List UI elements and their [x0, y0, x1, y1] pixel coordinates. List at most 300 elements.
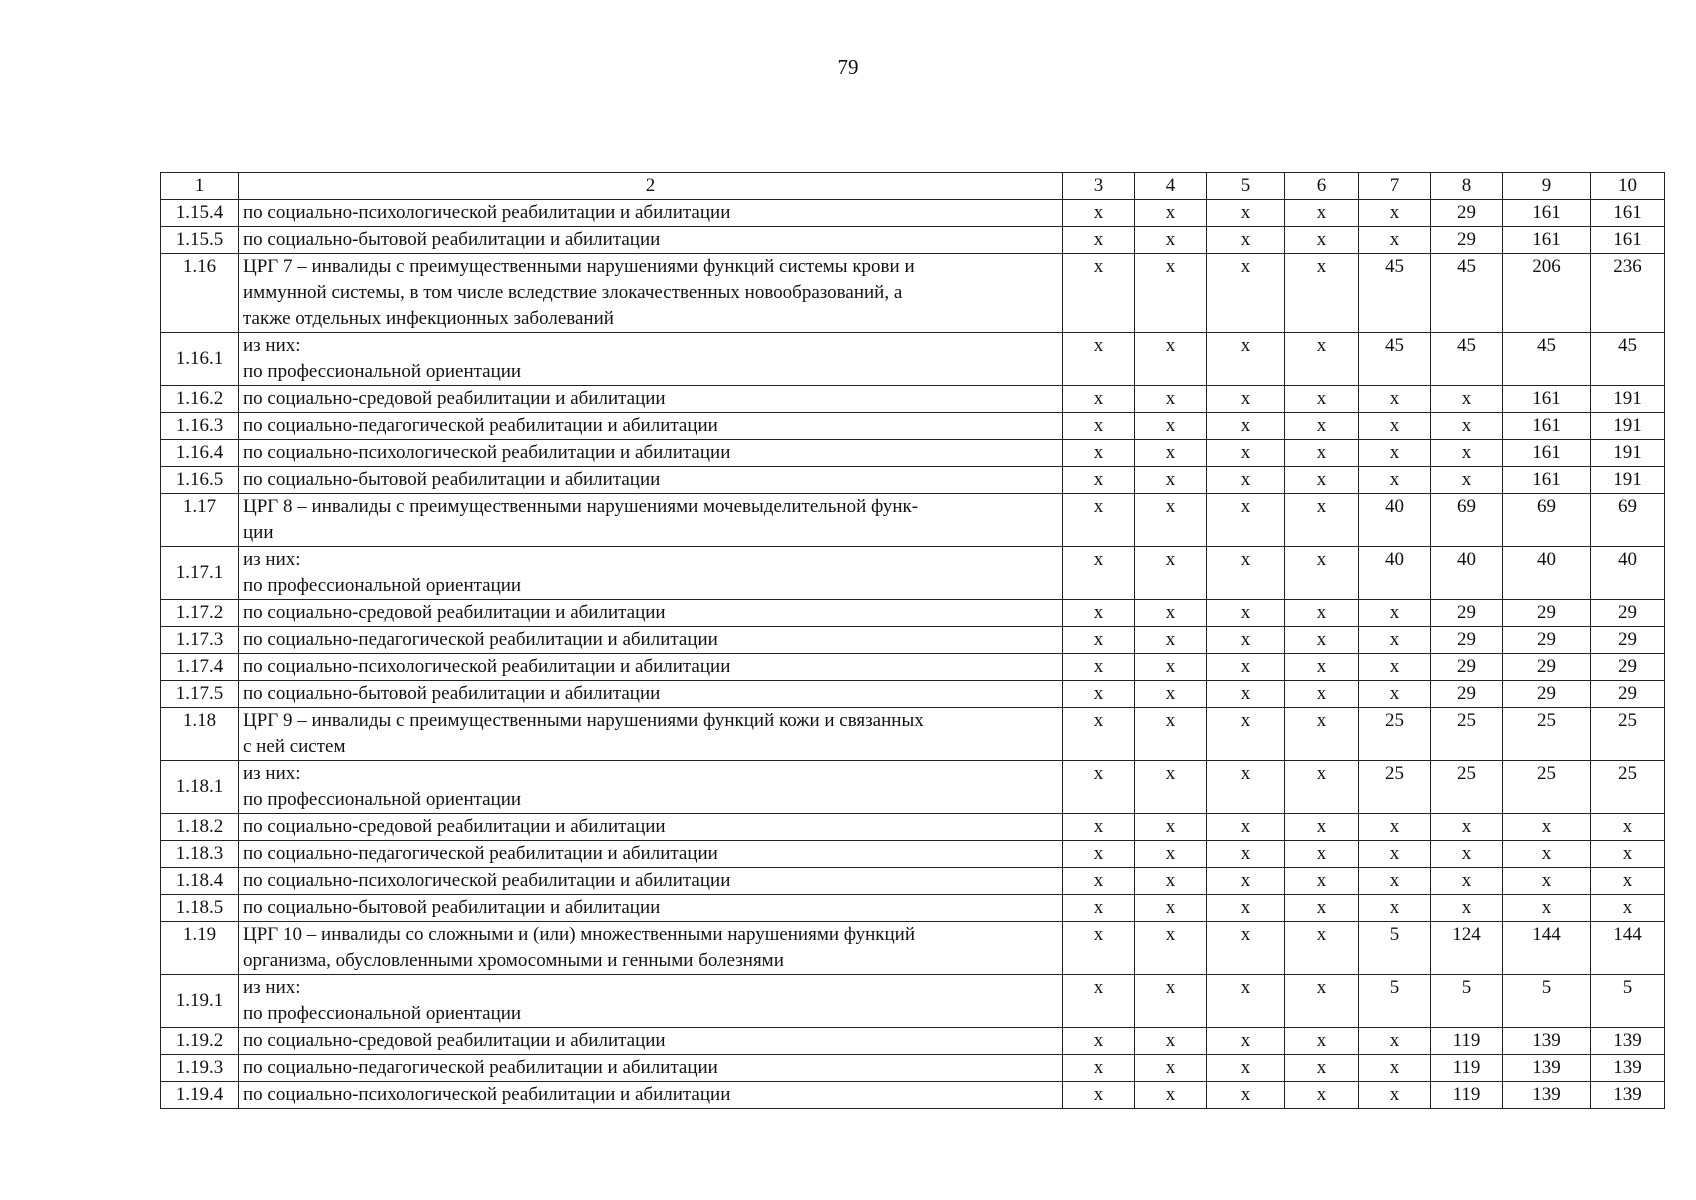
value-cell: х [1591, 841, 1665, 868]
header-cell: 4 [1135, 173, 1207, 200]
value-cell: 25 [1431, 761, 1503, 814]
value-cell: 124 [1431, 922, 1503, 975]
value-cell: х [1135, 654, 1207, 681]
value-cell: х [1359, 1082, 1431, 1109]
description-line: по социально-средовой реабилитации и абилитации [243, 388, 666, 409]
description-line: по социально-бытовой реабилитации и абилитации [243, 469, 661, 490]
value-cell: х [1503, 895, 1591, 922]
row-description-cell [239, 841, 1063, 868]
value-cell: 119 [1431, 1082, 1503, 1109]
value-cell: х [1359, 814, 1431, 841]
value-cell: х [1063, 895, 1135, 922]
description-line: по социально-психологической реабилитации и абилитации [243, 202, 731, 223]
value-cell: х [1207, 227, 1285, 254]
header-cell: 7 [1359, 173, 1431, 200]
description-line: ЦРГ 7 – инвалиды с преимущественными нарушениями функций системы крови и [243, 256, 915, 277]
value-cell: х [1503, 814, 1591, 841]
row-number-cell: 1.17 [161, 494, 239, 547]
value-cell: х [1359, 467, 1431, 494]
description-line: по социально-бытовой реабилитации и абилитации [243, 897, 661, 918]
value-cell: 25 [1591, 761, 1665, 814]
value-cell: х [1135, 895, 1207, 922]
row-number-cell: 1.19.4 [161, 1082, 239, 1109]
row-number-cell: 1.19.1 [161, 975, 239, 1028]
description-line: из них: [243, 335, 301, 356]
value-cell: х [1285, 333, 1359, 386]
value-cell: 29 [1431, 200, 1503, 227]
value-cell: х [1135, 200, 1207, 227]
value-cell: х [1207, 627, 1285, 654]
value-cell: х [1063, 600, 1135, 627]
value-cell: х [1063, 467, 1135, 494]
value-cell: х [1207, 200, 1285, 227]
value-cell: х [1135, 1055, 1207, 1082]
value-cell: х [1207, 1055, 1285, 1082]
value-cell: х [1207, 1082, 1285, 1109]
table-row [161, 547, 1665, 600]
value-cell: х [1135, 761, 1207, 814]
row-description-cell [239, 895, 1063, 922]
row-number-cell: 1.19 [161, 922, 239, 975]
value-cell: х [1207, 440, 1285, 467]
value-cell: х [1063, 814, 1135, 841]
value-cell: х [1207, 494, 1285, 547]
value-cell: х [1207, 333, 1285, 386]
value-cell: х [1063, 547, 1135, 600]
row-number-cell: 1.18.3 [161, 841, 239, 868]
row-description-cell [239, 386, 1063, 413]
value-cell: 40 [1591, 547, 1665, 600]
value-cell: 29 [1431, 600, 1503, 627]
value-cell: х [1359, 413, 1431, 440]
value-cell: 29 [1431, 654, 1503, 681]
value-cell: х [1135, 413, 1207, 440]
value-cell: х [1063, 681, 1135, 708]
header-cell: 8 [1431, 173, 1503, 200]
value-cell: х [1207, 708, 1285, 761]
table-row [161, 333, 1665, 386]
value-cell: х [1359, 895, 1431, 922]
row-description-cell [239, 761, 1063, 814]
value-cell: х [1207, 254, 1285, 333]
row-description-cell [239, 254, 1063, 333]
row-description-cell [239, 600, 1063, 627]
row-number-cell: 1.17.4 [161, 654, 239, 681]
value-cell: х [1285, 467, 1359, 494]
value-cell: 40 [1503, 547, 1591, 600]
value-cell: х [1207, 868, 1285, 895]
description-line: ЦРГ 9 – инвалиды с преимущественными нарушениями функций кожи и связанных [243, 710, 924, 731]
description-line: по профессиональной ориентации [243, 789, 522, 810]
value-cell: х [1285, 494, 1359, 547]
value-cell: 45 [1503, 333, 1591, 386]
value-cell: х [1135, 1082, 1207, 1109]
value-cell: х [1359, 627, 1431, 654]
header-cell: 9 [1503, 173, 1591, 200]
value-cell: х [1285, 1028, 1359, 1055]
table-row [161, 1055, 1665, 1082]
header-cell: 3 [1063, 173, 1135, 200]
row-number-cell: 1.16.1 [161, 333, 239, 386]
row-number-cell: 1.18 [161, 708, 239, 761]
value-cell: 29 [1431, 681, 1503, 708]
value-cell: х [1135, 868, 1207, 895]
row-number-cell: 1.15.5 [161, 227, 239, 254]
row-number-cell: 1.17.3 [161, 627, 239, 654]
table-row [161, 922, 1665, 975]
value-cell: х [1135, 841, 1207, 868]
value-cell: х [1063, 227, 1135, 254]
value-cell: х [1431, 386, 1503, 413]
table-row [161, 627, 1665, 654]
value-cell: х [1285, 708, 1359, 761]
page-number: 79 [837, 55, 859, 79]
value-cell: х [1063, 1055, 1135, 1082]
value-cell: х [1285, 200, 1359, 227]
value-cell: 139 [1591, 1028, 1665, 1055]
value-cell: 161 [1591, 200, 1665, 227]
header-cell: 10 [1591, 173, 1665, 200]
table-row [161, 600, 1665, 627]
row-description-cell [239, 547, 1063, 600]
table-row [161, 654, 1665, 681]
description-line: по социально-педагогической реабилитации и абилитации [243, 843, 718, 864]
value-cell: х [1135, 386, 1207, 413]
value-cell: х [1431, 440, 1503, 467]
value-cell: 5 [1431, 975, 1503, 1028]
row-description-cell [239, 868, 1063, 895]
value-cell: х [1207, 1028, 1285, 1055]
value-cell: 161 [1503, 227, 1591, 254]
value-cell: х [1207, 895, 1285, 922]
value-cell: х [1359, 200, 1431, 227]
value-cell: 161 [1591, 227, 1665, 254]
value-cell: 29 [1591, 654, 1665, 681]
row-description-cell [239, 681, 1063, 708]
value-cell: х [1135, 227, 1207, 254]
value-cell: 45 [1359, 333, 1431, 386]
value-cell: х [1207, 654, 1285, 681]
value-cell: х [1207, 814, 1285, 841]
value-cell: 29 [1503, 600, 1591, 627]
header-cell: 5 [1207, 173, 1285, 200]
value-cell: х [1285, 654, 1359, 681]
row-number-cell: 1.15.4 [161, 200, 239, 227]
table-row [161, 1028, 1665, 1055]
value-cell: х [1207, 761, 1285, 814]
value-cell: х [1359, 600, 1431, 627]
value-cell: 29 [1591, 600, 1665, 627]
value-cell: 5 [1591, 975, 1665, 1028]
description-line: по социально-психологической реабилитации и абилитации [243, 442, 731, 463]
row-description-cell [239, 975, 1063, 1028]
value-cell: х [1063, 333, 1135, 386]
value-cell: х [1207, 922, 1285, 975]
value-cell: 139 [1591, 1082, 1665, 1109]
description-line: ЦРГ 8 – инвалиды с преимущественными нарушениями мочевыделительной функ- [243, 496, 919, 517]
header-cell: 6 [1285, 173, 1359, 200]
value-cell: х [1285, 254, 1359, 333]
description-line: по социально-педагогической реабилитации и абилитации [243, 1057, 718, 1078]
description-line: иммунной системы, в том числе вследствие злокачественных новообразований, а [243, 282, 903, 303]
row-number-cell: 1.19.3 [161, 1055, 239, 1082]
value-cell: 144 [1591, 922, 1665, 975]
description-line: по социально-психологической реабилитации и абилитации [243, 870, 731, 891]
value-cell: х [1285, 895, 1359, 922]
value-cell: х [1591, 814, 1665, 841]
value-cell: х [1135, 600, 1207, 627]
value-cell: 29 [1431, 627, 1503, 654]
value-cell: х [1359, 227, 1431, 254]
value-cell: х [1285, 227, 1359, 254]
value-cell: 40 [1359, 547, 1431, 600]
value-cell: х [1285, 1082, 1359, 1109]
value-cell: 25 [1503, 708, 1591, 761]
value-cell: х [1207, 413, 1285, 440]
description-line: организма, обусловленными хромосомными и генными болезнями [243, 950, 784, 971]
value-cell: х [1285, 600, 1359, 627]
row-description-cell [239, 200, 1063, 227]
value-cell: х [1063, 841, 1135, 868]
description-line: по социально-бытовой реабилитации и абилитации [243, 683, 661, 704]
row-description-cell [239, 413, 1063, 440]
value-cell: 45 [1431, 254, 1503, 333]
value-cell: х [1285, 761, 1359, 814]
value-cell: х [1135, 814, 1207, 841]
value-cell: 25 [1591, 708, 1665, 761]
value-cell: х [1135, 681, 1207, 708]
table-row [161, 467, 1665, 494]
row-number-cell: 1.16.4 [161, 440, 239, 467]
value-cell: 25 [1359, 708, 1431, 761]
description-line: по профессиональной ориентации [243, 575, 522, 596]
table-row [161, 254, 1665, 333]
description-line: из них: [243, 977, 301, 998]
value-cell: 191 [1591, 440, 1665, 467]
value-cell: х [1207, 841, 1285, 868]
value-cell: 119 [1431, 1055, 1503, 1082]
value-cell: х [1063, 413, 1135, 440]
value-cell: 29 [1503, 627, 1591, 654]
value-cell: 29 [1431, 227, 1503, 254]
table-row [161, 708, 1665, 761]
value-cell: 139 [1503, 1082, 1591, 1109]
description-line: по социально-психологической реабилитации и абилитации [243, 1084, 731, 1105]
value-cell: х [1063, 494, 1135, 547]
value-cell: х [1503, 868, 1591, 895]
value-cell: 236 [1591, 254, 1665, 333]
value-cell: х [1359, 1055, 1431, 1082]
header-cell: 2 [239, 173, 1063, 200]
value-cell: 161 [1503, 386, 1591, 413]
value-cell: х [1285, 975, 1359, 1028]
value-cell: х [1359, 440, 1431, 467]
row-number-cell: 1.18.2 [161, 814, 239, 841]
value-cell: х [1285, 627, 1359, 654]
row-number-cell: 1.16.5 [161, 467, 239, 494]
description-line: по социально-средовой реабилитации и абилитации [243, 1030, 666, 1051]
row-description-cell [239, 627, 1063, 654]
row-number-cell: 1.16.2 [161, 386, 239, 413]
value-cell: х [1285, 841, 1359, 868]
value-cell: х [1135, 975, 1207, 1028]
description-line: также отдельных инфекционных заболеваний [243, 308, 614, 329]
row-number-cell: 1.16 [161, 254, 239, 333]
value-cell: 161 [1503, 413, 1591, 440]
value-cell: х [1135, 254, 1207, 333]
value-cell: 45 [1431, 333, 1503, 386]
description-line: по социально-средовой реабилитации и абилитации [243, 816, 666, 837]
value-cell: х [1063, 654, 1135, 681]
value-cell: х [1359, 1028, 1431, 1055]
value-cell: х [1135, 627, 1207, 654]
description-line: ции [243, 522, 274, 543]
value-cell: х [1063, 1028, 1135, 1055]
value-cell: х [1431, 868, 1503, 895]
row-description-cell [239, 708, 1063, 761]
row-number-cell: 1.16.3 [161, 413, 239, 440]
description-line: по профессиональной ориентации [243, 1003, 522, 1024]
value-cell: х [1285, 386, 1359, 413]
row-number-cell: 1.17.2 [161, 600, 239, 627]
row-description-cell [239, 467, 1063, 494]
value-cell: х [1431, 814, 1503, 841]
description-line: из них: [243, 763, 301, 784]
table-row [161, 386, 1665, 413]
value-cell: 25 [1503, 761, 1591, 814]
value-cell: 161 [1503, 467, 1591, 494]
value-cell: х [1207, 467, 1285, 494]
row-description-cell [239, 1028, 1063, 1055]
value-cell: х [1285, 868, 1359, 895]
value-cell: 191 [1591, 467, 1665, 494]
row-number-cell: 1.17.5 [161, 681, 239, 708]
value-cell: 5 [1503, 975, 1591, 1028]
row-number-cell: 1.18.5 [161, 895, 239, 922]
value-cell: 25 [1431, 708, 1503, 761]
value-cell: х [1207, 681, 1285, 708]
data-table [160, 172, 1665, 1109]
value-cell: 161 [1503, 440, 1591, 467]
header-cell: 1 [161, 173, 239, 200]
description-line: по социально-педагогической реабилитации и абилитации [243, 415, 718, 436]
table-body [161, 173, 1665, 1109]
value-cell: х [1285, 547, 1359, 600]
value-cell: х [1503, 841, 1591, 868]
row-description-cell [239, 1055, 1063, 1082]
value-cell: 29 [1591, 681, 1665, 708]
value-cell: х [1359, 868, 1431, 895]
value-cell: 29 [1503, 654, 1591, 681]
table-row [161, 975, 1665, 1028]
value-cell: х [1063, 975, 1135, 1028]
value-cell: х [1359, 654, 1431, 681]
value-cell: х [1063, 627, 1135, 654]
value-cell: х [1359, 681, 1431, 708]
value-cell: х [1359, 386, 1431, 413]
value-cell: 139 [1503, 1055, 1591, 1082]
row-description-cell [239, 333, 1063, 386]
table-row [161, 494, 1665, 547]
value-cell: 69 [1503, 494, 1591, 547]
value-cell: х [1135, 440, 1207, 467]
value-cell: 40 [1431, 547, 1503, 600]
value-cell: х [1285, 1055, 1359, 1082]
value-cell: х [1285, 413, 1359, 440]
value-cell: х [1063, 254, 1135, 333]
value-cell: 191 [1591, 413, 1665, 440]
value-cell: х [1063, 922, 1135, 975]
row-description-cell [239, 227, 1063, 254]
value-cell: 119 [1431, 1028, 1503, 1055]
row-description-cell [239, 654, 1063, 681]
value-cell: х [1063, 386, 1135, 413]
value-cell: х [1135, 333, 1207, 386]
value-cell: 206 [1503, 254, 1591, 333]
table-row [161, 814, 1665, 841]
description-line: из них: [243, 549, 301, 570]
value-cell: 29 [1503, 681, 1591, 708]
value-cell: х [1135, 467, 1207, 494]
value-cell: 144 [1503, 922, 1591, 975]
description-line: по социально-педагогической реабилитации и абилитации [243, 629, 718, 650]
value-cell: 40 [1359, 494, 1431, 547]
row-number-cell: 1.18.4 [161, 868, 239, 895]
value-cell: 161 [1503, 200, 1591, 227]
value-cell: 139 [1503, 1028, 1591, 1055]
table-row [161, 681, 1665, 708]
value-cell: х [1591, 868, 1665, 895]
value-cell: х [1285, 681, 1359, 708]
value-cell: х [1591, 895, 1665, 922]
value-cell: х [1063, 440, 1135, 467]
table-header-row [161, 173, 1665, 200]
value-cell: х [1285, 440, 1359, 467]
value-cell: х [1063, 1082, 1135, 1109]
description-line: с ней систем [243, 736, 346, 757]
value-cell: х [1135, 708, 1207, 761]
value-cell: х [1207, 386, 1285, 413]
value-cell: х [1135, 922, 1207, 975]
description-line: по социально-средовой реабилитации и абилитации [243, 602, 666, 623]
value-cell: 5 [1359, 975, 1431, 1028]
description-line: по социально-бытовой реабилитации и абилитации [243, 229, 661, 250]
value-cell: х [1431, 841, 1503, 868]
value-cell: 139 [1591, 1055, 1665, 1082]
value-cell: 69 [1431, 494, 1503, 547]
table-row [161, 761, 1665, 814]
row-description-cell [239, 922, 1063, 975]
row-description-cell [239, 440, 1063, 467]
row-description-cell [239, 494, 1063, 547]
value-cell: х [1431, 895, 1503, 922]
description-line: ЦРГ 10 – инвалиды со сложными и (или) множественными нарушениями функций [243, 924, 916, 945]
value-cell: 191 [1591, 386, 1665, 413]
value-cell: 69 [1591, 494, 1665, 547]
row-description-cell [239, 1082, 1063, 1109]
value-cell: х [1135, 547, 1207, 600]
description-line: по профессиональной ориентации [243, 361, 522, 382]
value-cell: 45 [1359, 254, 1431, 333]
value-cell: х [1063, 761, 1135, 814]
value-cell: х [1063, 200, 1135, 227]
value-cell: х [1207, 975, 1285, 1028]
value-cell: х [1207, 600, 1285, 627]
table-row [161, 440, 1665, 467]
table-row [161, 895, 1665, 922]
value-cell: 5 [1359, 922, 1431, 975]
value-cell: 29 [1591, 627, 1665, 654]
